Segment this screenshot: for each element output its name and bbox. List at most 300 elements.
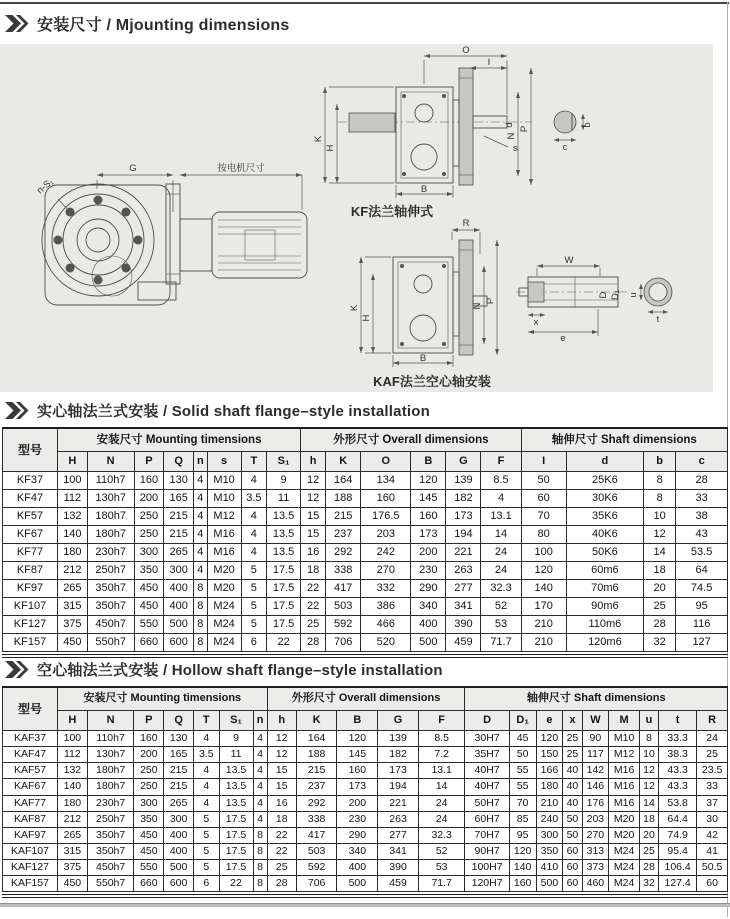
value-cell: 145 [337,747,378,763]
value-cell: 173 [378,763,419,779]
value-cell: 277 [446,580,481,598]
value-cell: 12 [639,779,658,795]
value-cell: 110h7 [87,472,134,490]
table-row [3,827,728,843]
value-cell: 215 [164,526,194,544]
value-cell: 338 [326,562,361,580]
model-cell: KAF87 [3,811,58,827]
shaft-cross-section [554,111,593,153]
value-cell: 24 [481,562,521,580]
dimension-label-H: H [361,314,372,322]
value-cell: 28 [676,472,728,490]
value-cell: 237 [296,779,337,795]
dimension-label-B: B [419,353,427,364]
value-cell: 17.5 [219,827,253,843]
dimension-label-n-s1: n-S₁ [34,176,56,197]
value-cell: 350h7 [87,598,134,616]
value-cell: 250 [134,508,164,526]
column-header: M [609,711,640,731]
value-cell: 4 [194,763,220,779]
value-cell: 120 [411,472,446,490]
value-cell: 212 [58,811,88,827]
gearbox-drawings [0,44,713,392]
value-cell: 41 [697,843,728,859]
kf-side-view-drawing [313,45,593,219]
column-header: n [253,711,267,731]
value-cell: 390 [446,616,481,634]
model-cell: KF157 [3,634,58,652]
column-header: K [296,711,337,731]
value-cell: 16 [267,795,296,811]
value-cell: 160 [509,876,536,892]
value-cell: 221 [446,544,481,562]
value-cell: M12 [207,508,241,526]
value-cell: 350 [134,562,164,580]
value-cell: 240 [536,811,563,827]
value-cell: 6 [241,634,266,652]
value-cell: 160 [337,763,378,779]
value-cell: 15 [301,508,326,526]
value-cell: 13.5 [267,508,301,526]
value-cell: 8 [644,472,676,490]
dimension-label-t: t [656,314,660,325]
value-cell: 139 [378,731,419,747]
section-arrow-icon [5,402,29,419]
value-cell: 5 [194,843,220,859]
value-cell: 8 [253,876,267,892]
column-header: H [58,711,88,731]
value-cell: 120 [536,731,563,747]
value-cell: 24 [418,811,465,827]
value-cell: 10 [644,508,676,526]
column-header: B [337,711,378,731]
value-cell: 17.5 [219,811,253,827]
value-cell: 270 [361,562,411,580]
value-cell: 4 [194,795,220,811]
value-cell: 28 [639,860,658,876]
value-cell: 4 [253,795,267,811]
column-header: K [326,452,361,472]
model-cell: KF57 [3,508,58,526]
hollow-shaft-dimensions-table [2,686,728,892]
value-cell: 13.1 [418,763,465,779]
model-column-header: 型号 [3,687,58,731]
value-cell: 250 [134,526,164,544]
value-cell: 250 [134,779,164,795]
value-cell: 340 [411,598,446,616]
value-cell: 140 [521,580,566,598]
value-cell: 500 [411,634,446,652]
value-cell: 300 [134,795,164,811]
solid-shaft-table-container [2,427,728,658]
value-cell: 341 [378,843,419,859]
dimension-label-x: x [533,317,539,328]
table-row [3,860,728,876]
value-cell: 503 [296,843,337,859]
value-cell: 230 [337,811,378,827]
value-cell: 373 [582,860,609,876]
value-cell: 120 [509,843,536,859]
value-cell: 12 [639,763,658,779]
value-cell: 17.5 [219,843,253,859]
value-cell: 32 [644,634,676,652]
value-cell: 100 [58,731,88,747]
dimension-label-P: P [485,297,496,305]
technical-drawings-panel [0,44,713,392]
hollow-shaft-detail [516,255,630,344]
value-cell: 390 [378,860,419,876]
value-cell: 18 [644,562,676,580]
value-cell: 215 [296,763,337,779]
value-cell: 4 [194,562,208,580]
value-cell: 230 [411,562,446,580]
value-cell: 230h7 [87,795,134,811]
value-cell: 25 [563,731,582,747]
value-cell: 12 [644,526,676,544]
dimension-label-c: c [562,142,568,153]
value-cell: 8.5 [481,472,521,490]
value-cell: 176.5 [361,508,411,526]
model-cell: KAF157 [3,876,58,892]
value-cell: 25 [563,747,582,763]
value-cell: 5 [194,811,220,827]
value-cell: 550 [134,616,164,634]
value-cell: 500 [164,616,194,634]
value-cell: 12 [267,731,296,747]
value-cell: 200 [411,544,446,562]
value-cell: 263 [446,562,481,580]
value-cell: 20 [639,827,658,843]
value-cell: 450h7 [87,616,134,634]
table-bottom-double-line [2,654,728,658]
column-header: d [566,452,643,472]
value-cell: 43.3 [659,763,697,779]
page-header-mounting-dimensions [5,12,290,35]
dimension-G [97,163,173,212]
value-cell: M16 [207,526,241,544]
model-column-header: 型号 [3,428,58,472]
column-header: S₁ [267,452,301,472]
column-header: T [241,452,266,472]
value-cell: 180h7 [87,526,134,544]
model-cell: KF47 [3,490,58,508]
value-cell: 210 [521,634,566,652]
value-cell: M10 [207,472,241,490]
value-cell: 350h7 [87,580,134,598]
value-cell: 4 [253,731,267,747]
value-cell: 8 [194,598,208,616]
value-cell: 500 [164,860,194,876]
dimension-label-G: G [129,163,137,174]
top-border-line [0,2,729,4]
value-cell: 60H7 [465,811,509,827]
value-cell: 150 [536,747,563,763]
value-cell: 17.5 [219,860,253,876]
value-cell: 13.5 [219,779,253,795]
value-cell: 250h7 [87,562,134,580]
value-cell: 146 [582,779,609,795]
value-cell: 32.3 [418,827,465,843]
value-cell: 215 [164,508,194,526]
column-header: b [644,452,676,472]
value-cell: 660 [134,876,164,892]
value-cell: 160 [134,731,164,747]
value-cell: 180 [536,779,563,795]
value-cell: 180 [58,795,88,811]
value-cell: 4 [253,779,267,795]
value-cell: 500 [337,876,378,892]
value-cell: 40 [563,763,582,779]
value-cell: 300 [134,544,164,562]
value-cell: 173 [411,526,446,544]
value-cell: 20 [644,580,676,598]
value-cell: 74.5 [676,580,728,598]
value-cell: 53.8 [659,795,697,811]
value-cell: 11 [267,490,301,508]
value-cell: 3.5 [241,490,266,508]
value-cell: 300 [164,811,194,827]
value-cell: 550h7 [87,634,134,652]
value-cell: 70 [509,795,536,811]
column-header: T [194,711,220,731]
front-view-drawing [35,162,307,305]
value-cell: 53.5 [676,544,728,562]
value-cell: 340 [337,843,378,859]
dimension-label-motor-size: 按电机尺寸 [217,163,265,174]
value-cell: 300 [164,562,194,580]
column-header: O [361,452,411,472]
value-cell: 400 [337,860,378,876]
value-cell: 130 [164,731,194,747]
value-cell: 4 [241,544,266,562]
value-cell: 332 [361,580,411,598]
value-cell: 4 [253,747,267,763]
value-cell: 263 [378,811,419,827]
value-cell: 64 [676,562,728,580]
value-cell: 417 [296,827,337,843]
value-cell: 4 [241,472,266,490]
value-cell: 52 [481,598,521,616]
value-cell: 230h7 [87,544,134,562]
value-cell: 38 [676,508,728,526]
value-cell: 8.5 [418,731,465,747]
value-cell: 165 [164,747,194,763]
value-cell: 212 [58,562,88,580]
value-cell: 300 [536,827,563,843]
dimension-motor-size [180,162,302,210]
column-group-header: 安装尺寸 Mounting timensions [58,428,301,452]
value-cell: 106.4 [659,860,697,876]
value-cell: 25 [267,860,296,876]
value-cell: 130 [164,472,194,490]
value-cell: 116 [676,616,728,634]
value-cell: 5 [241,616,266,634]
model-cell: KAF67 [3,779,58,795]
value-cell: 40 [563,795,582,811]
table-bottom-double-line [2,894,728,898]
value-cell: 160 [411,508,446,526]
value-cell: 4 [481,490,521,508]
dimension-label-K: K [313,135,324,143]
value-cell: 90H7 [465,843,509,859]
value-cell: 33 [697,779,728,795]
value-cell: 350h7 [87,827,134,843]
value-cell: 13.5 [267,526,301,544]
bolt-callout [35,176,70,212]
value-cell: 450 [58,634,88,652]
value-cell: 600 [164,876,194,892]
value-cell: 350 [536,843,563,859]
model-cell: KF67 [3,526,58,544]
dimension-label-D1: D₁ [610,289,621,301]
value-cell: 200 [134,747,164,763]
value-cell: 4 [194,544,208,562]
value-cell: 8 [194,580,208,598]
value-cell: 386 [361,598,411,616]
value-cell: 160 [134,472,164,490]
value-cell: 194 [446,526,481,544]
value-cell: 120H7 [465,876,509,892]
value-cell: 95 [676,598,728,616]
value-cell: 4 [194,526,208,544]
value-cell: 43.3 [659,779,697,795]
value-cell: 33 [676,490,728,508]
value-cell: M12 [609,747,640,763]
value-cell: 100H7 [465,860,509,876]
value-cell: 375 [58,616,88,634]
value-cell: 50H7 [465,795,509,811]
value-cell: 25K6 [566,472,643,490]
column-header: G [446,452,481,472]
value-cell: 132 [58,508,88,526]
dimension-label-s: s [513,143,518,154]
value-cell: M10 [609,731,640,747]
table-row [3,843,728,859]
value-cell: 7.2 [418,747,465,763]
value-cell: 64.4 [659,811,697,827]
value-cell: 140 [509,860,536,876]
value-cell: 33.3 [659,731,697,747]
value-cell: M20 [609,827,640,843]
value-cell: 55 [509,763,536,779]
value-cell: 40H7 [465,779,509,795]
value-cell: 127.4 [659,876,697,892]
value-cell: 100 [58,472,88,490]
value-cell: 400 [164,827,194,843]
value-cell: 592 [296,860,337,876]
value-cell: 35K6 [566,508,643,526]
bottom-border-line [0,903,730,907]
value-cell: 85 [509,811,536,827]
model-cell: KAF107 [3,843,58,859]
value-cell: 520 [361,634,411,652]
value-cell: 8 [253,843,267,859]
model-cell: KF37 [3,472,58,490]
dimension-label-u: u [628,292,639,298]
value-cell: 15 [267,763,296,779]
model-cell: KAF127 [3,860,58,876]
value-cell: 25 [639,843,658,859]
value-cell: 53 [418,860,465,876]
value-cell: 134 [361,472,411,490]
value-cell: 9 [219,731,253,747]
model-cell: KAF97 [3,827,58,843]
value-cell: 250 [134,763,164,779]
value-cell: 24 [418,795,465,811]
column-group-header: 轴伸尺寸 Shaft dimensions [521,428,727,452]
value-cell: 165 [164,490,194,508]
value-cell: 13.5 [219,763,253,779]
value-cell: 460 [582,876,609,892]
dimension-label-b: b [582,122,593,128]
column-header: h [267,711,296,731]
column-header: N [87,711,134,731]
value-cell: 40K6 [566,526,643,544]
dimension-label-O: O [462,45,470,56]
value-cell: 265 [164,795,194,811]
value-cell: 50 [509,747,536,763]
value-cell: 188 [326,490,361,508]
value-cell: 4 [241,526,266,544]
value-cell: 315 [58,843,88,859]
value-cell: 164 [296,731,337,747]
table-row [3,731,728,747]
value-cell: 32 [639,876,658,892]
value-cell: M20 [207,562,241,580]
dimension-label-D: D [598,291,609,299]
column-header: F [481,452,521,472]
table-row [3,747,728,763]
value-cell: 112 [58,747,88,763]
model-cell: KAF37 [3,731,58,747]
value-cell: 466 [361,616,411,634]
value-cell: 110m6 [566,616,643,634]
value-cell: 4 [194,472,208,490]
value-cell: 22 [267,634,301,652]
table-row [3,472,728,490]
value-cell: 500 [536,876,563,892]
value-cell: 28 [267,876,296,892]
value-cell: 4 [253,763,267,779]
value-cell: 70H7 [465,827,509,843]
value-cell: M24 [609,843,640,859]
value-cell: 120 [521,562,566,580]
value-cell: 132 [58,763,88,779]
model-cell: KF107 [3,598,58,616]
dimension-label-N: N [472,302,483,310]
value-cell: 145 [411,490,446,508]
value-cell: 74.9 [659,827,697,843]
value-cell: 12 [301,490,326,508]
column-header: B [411,452,446,472]
value-cell: 265 [58,827,88,843]
table-row [3,526,728,544]
value-cell: 237 [326,526,361,544]
value-cell: 203 [582,811,609,827]
page-title: 安装尺寸 / Mjounting dimensions [37,17,290,34]
value-cell: 180 [58,544,88,562]
column-header: D [465,711,509,731]
value-cell: 30 [697,811,728,827]
column-header: I [521,452,566,472]
value-cell: 4 [194,508,208,526]
value-cell: 140 [58,779,88,795]
column-header: u [639,711,658,731]
value-cell: 18 [267,811,296,827]
column-header: P [134,711,164,731]
section-arrow-icon [5,15,29,32]
value-cell: 60m6 [566,562,643,580]
